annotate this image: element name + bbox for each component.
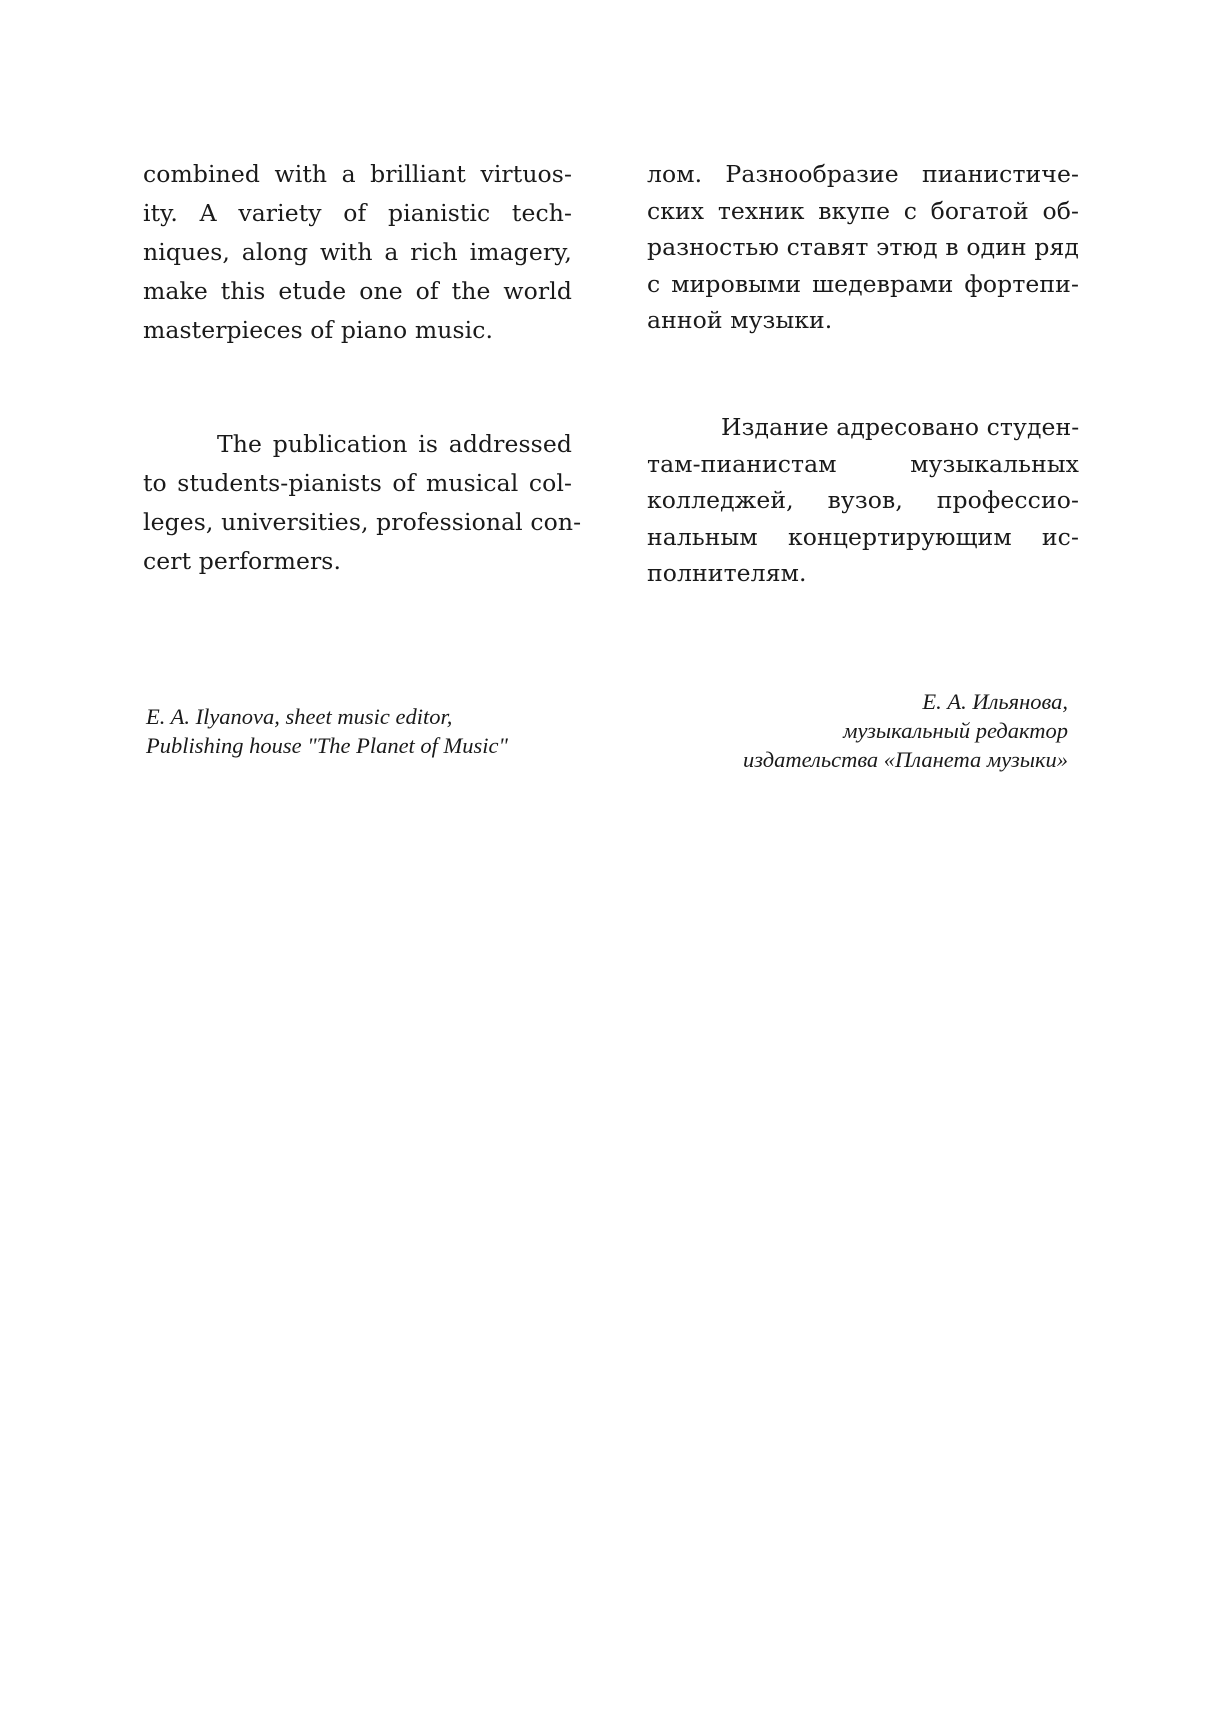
text-line: make this etude one of the world <box>143 277 572 305</box>
signature-line: Publishing house "The Planet of Music" <box>146 733 508 758</box>
text-line: нальным концертирующим ис- <box>647 522 1079 551</box>
text-line: анной музыки. <box>647 306 833 334</box>
russian-signature <box>743 687 1068 774</box>
english-paragraph-1 <box>143 155 572 350</box>
text-line: to students-pianists of musical col- <box>143 469 572 497</box>
text-line: niques, along with a rich imagery, <box>143 238 572 266</box>
text-line: с мировыми шедеврами фортепи- <box>647 269 1079 298</box>
text-line: cert performers. <box>143 547 342 575</box>
russian-paragraph-2 <box>647 409 1079 592</box>
english-paragraph-2 <box>143 425 582 581</box>
text-line: там-пианистам музыкальных <box>647 449 1079 478</box>
text-line: лом. Разнообразие пианистиче- <box>647 160 1079 188</box>
text-line: ских техник вкупе с богатой об- <box>647 196 1079 225</box>
signature-line: Е. А. Ильянова, <box>922 689 1068 714</box>
signature-line: издательства «Планета музыки» <box>743 747 1068 772</box>
text-line: разностью ставят этюд в один ряд <box>647 233 1079 261</box>
text-line: combined with a brilliant virtuos- <box>143 160 572 188</box>
signature-line: E. A. Ilyanova, sheet music editor, <box>146 704 453 729</box>
text-line: колледжей, вузов, профессио- <box>647 486 1079 514</box>
text-line: полнителям. <box>647 559 807 587</box>
text-line: ity. A variety of pianistic tech- <box>143 199 572 227</box>
russian-paragraph-1 <box>647 156 1079 339</box>
english-signature <box>146 702 508 760</box>
text-line: masterpieces of piano music. <box>143 316 494 344</box>
signature-line: музыкальный редактор <box>843 718 1068 743</box>
text-line: Издание адресовано студен- <box>721 413 1080 441</box>
text-line: leges, universities, professional con- <box>143 508 582 536</box>
text-line: The publication is addressed <box>217 430 572 458</box>
